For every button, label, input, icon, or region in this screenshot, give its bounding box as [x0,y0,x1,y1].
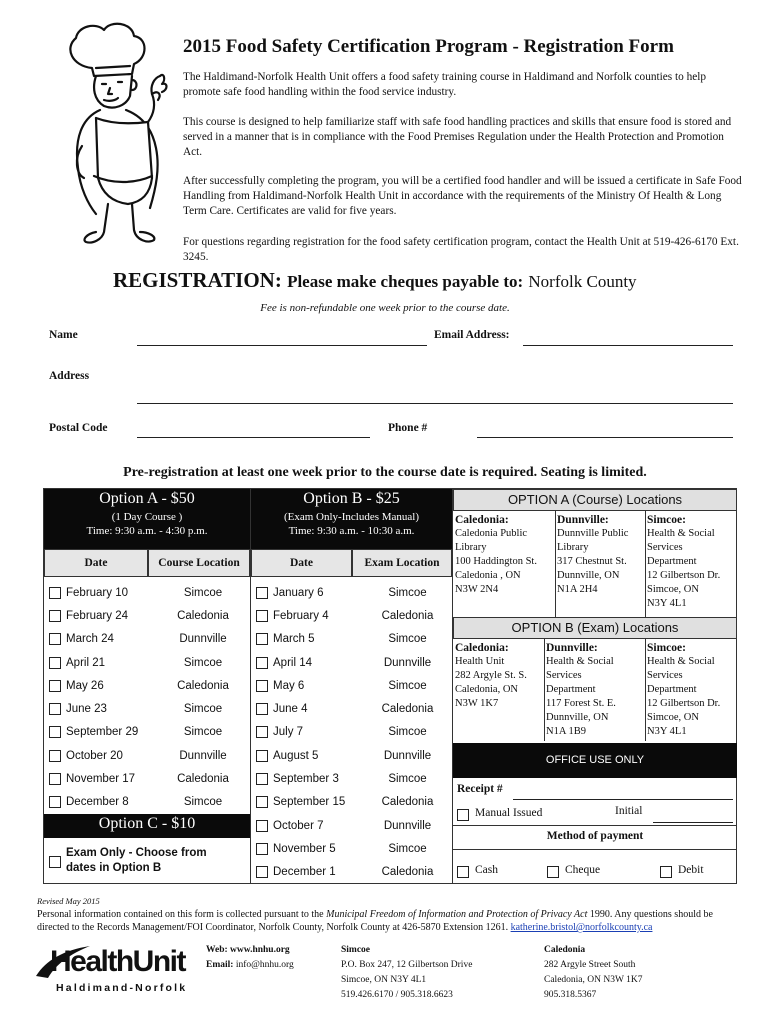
privacy-act: Municipal Freedom of Information and Protection of Privacy Act [326,909,588,920]
intro-paragraph: The Haldimand-Norfolk Health Unit offers a food safety training course in Haldimand and Norfolk counties to help promote safe food handling within the food service industry. [183,71,707,98]
option-a-time: Time: 9:30 a.m. - 4:30 p.m. [86,525,208,537]
location-heading: Dunnville: [557,514,609,526]
option-a-desc: (1 Day Course ) [111,511,183,523]
simcoe-phone: 519.426.6170 / 905.318.6623 [341,990,453,1000]
web-link[interactable]: www.hnhu.org [230,945,290,955]
option-c-desc-line: dates in Option B [66,862,162,874]
name-label: Name [49,329,78,341]
option-b-date-checkbox[interactable] [256,843,268,855]
locations-b-column [455,641,542,711]
chef-illustration [52,18,172,258]
location-line: 117 Forest St. E. [546,698,616,709]
option-b-date-checkbox[interactable] [256,587,268,599]
payee-name: Norfolk County [528,272,637,291]
option-b-location: Simcoe [388,773,427,786]
column-divider [250,489,251,884]
preregistration-note: Pre-registration at least one week prior to the course date is required. Seating is limited. [123,465,647,480]
option-b-location: Dunnville [383,819,432,832]
option-b-date: June 4 [273,703,308,716]
option-a-list [44,581,250,814]
option-b-row [251,814,452,837]
option-b-date: September 15 [273,796,346,809]
option-a-location: Simcoe [183,656,223,669]
cash-label: Cash [475,864,498,876]
location-line: Dunnville, ON [557,570,620,581]
option-b-row [251,604,452,627]
location-line: N3Y 4L1 [647,726,687,737]
option-b-row [251,744,452,767]
manual-issued-checkbox[interactable] [457,809,469,821]
option-b-title: Option B - $25 [303,490,400,507]
location-line: 100 Haddington St. [455,556,537,567]
address-field[interactable] [137,403,733,404]
option-a-row [44,767,250,790]
location-line: N1A 1B9 [546,726,586,737]
caledonia-office-title: Caledonia [544,945,586,955]
locations-a-column [455,513,553,597]
initial-field[interactable] [653,822,733,823]
option-c-checkbox[interactable] [49,856,61,868]
option-a-title: Option A - $50 [99,490,195,507]
option-a-date-checkbox[interactable] [49,610,61,622]
option-a-date: October 20 [66,749,123,762]
office-divider [453,825,737,826]
location-line: Health & Social [647,656,715,667]
option-b-location: Dunnville [383,749,432,762]
simcoe-address: P.O. Box 247, 12 Gilbertson Drive [341,960,473,970]
option-a-row [44,697,250,720]
option-a-date-checkbox[interactable] [49,726,61,738]
revised-date: Revised May 2015 [37,896,100,906]
option-c-desc-line: Exam Only - Choose from [66,847,207,859]
locations-b-title: OPTION B (Exam) Locations [453,617,737,639]
web-line [206,943,294,958]
option-c-title: Option C - $10 [98,815,196,832]
location-heading: Caledonia: [455,642,509,654]
footer-simcoe [341,943,472,1003]
address-label: Address [49,370,90,382]
option-b-location: Dunnville [383,656,432,669]
option-b-location: Caledonia [381,866,434,879]
phone-label: Phone # [388,422,428,434]
privacy-text: 1990. Any questions should be directed to the Records Management/FOI Coordinator, Norfolk County, Norfolk County at 426-5870 Extension 1261. [37,909,713,933]
option-a-location: Dunnville [179,633,227,646]
option-b-date-checkbox[interactable] [256,633,268,645]
logo-wordmark: HealthUnit [50,945,185,978]
option-b-date-checkbox[interactable] [256,703,268,715]
option-b-location: Simcoe [388,726,427,739]
debit-checkbox[interactable] [660,866,672,878]
phone-field[interactable] [477,437,733,438]
option-b-date: May 6 [273,679,305,692]
location-line: N3W 2N4 [455,584,499,595]
option-b-row [251,721,452,744]
location-line: Department [546,684,596,695]
option-b-row [251,628,452,651]
payment-method-label: Method of payment [546,830,644,842]
option-b-date: March 5 [273,633,315,646]
location-line: Dunnville, ON [546,712,609,723]
option-b-row [251,697,452,720]
location-line: Dunnville Public [557,528,629,539]
web-label: Web: [206,945,228,955]
option-b-date: December 1 [273,866,336,879]
location-line: Services [546,670,582,681]
location-line: Caledonia , ON [455,570,521,581]
office-use-header: OFFICE USE ONLY [453,743,737,778]
location-line: Caledonia Public [455,528,528,539]
option-a-date: June 23 [66,703,107,716]
option-a-location: Caledonia [177,609,229,622]
location-line: 12 Gilbertson Dr. [647,698,721,709]
location-line: Health Unit [455,656,505,667]
location-heading: Dunnville: [546,642,598,654]
certificate-paragraph: After successfully completing the program, you will be a certified food handler and will be issued a certificate in Safe Food Handling from Haldimand-Norfolk Health Unit in accordance with the requirements of the Ministry Of Health & Long Term Care. Certificates are valid for five years. [183,175,742,217]
option-a-date-checkbox[interactable] [49,750,61,762]
option-a-row [44,744,250,767]
option-c-row [48,846,248,876]
logo-subtitle: Haldimand-Norfolk [56,982,188,994]
option-b-location: Caledonia [381,609,434,622]
option-a-location: Simcoe [183,796,223,809]
location-divider [645,511,646,617]
location-line: Health & Social [647,528,715,539]
location-line: Services [647,670,683,681]
option-b-row [251,581,452,604]
locations-a-column [557,513,643,597]
course-paragraph: This course is designed to help familiarize staff with safe food handling practices and skills that ensure food is stored and served in a manner that is in compliance with the Food Premises Regulation under the Health Protection and Promotion Act. [183,116,732,158]
option-a-date: February 10 [66,586,129,599]
footer-caledonia [544,943,643,1003]
option-a-location: Caledonia [177,773,229,786]
locations-b-table [453,639,737,741]
option-a-location: Caledonia [177,679,229,692]
option-b-row [251,651,452,674]
footer-contact [206,943,294,973]
option-b-date: July 7 [273,726,304,739]
option-a-date-checkbox[interactable] [49,657,61,669]
location-line: N3W 1K7 [455,698,499,709]
option-a-row [44,674,250,697]
locations-a-column [647,513,735,611]
option-b-row [251,791,452,814]
option-a-date: May 26 [66,679,104,692]
location-line: 317 Chestnut St. [557,556,627,567]
postal-code-label: Postal Code [49,422,108,434]
option-b-date-checkbox[interactable] [256,750,268,762]
option-a-location: Simcoe [183,726,223,739]
email-line [206,958,294,973]
option-a-date: February 24 [66,609,129,622]
location-line: Services [647,542,683,553]
option-b-date-checkbox[interactable] [256,726,268,738]
option-a-row [44,581,250,604]
option-a-date-checkbox[interactable] [49,633,61,645]
contact-paragraph: For questions regarding registration for the food safety certification program, contact the Health Unit at 519-426-6170 Ext. 3245. [183,236,739,263]
location-line: Department [647,684,697,695]
postal-code-field[interactable] [137,437,370,438]
locations-b-column [647,641,735,739]
option-b-date: August 5 [273,749,319,762]
page-title: 2015 Food Safety Certification Program - Registration Form [183,36,674,57]
option-b-location-header: Exam Location [352,549,452,577]
cheque-label: Cheque [565,864,601,876]
option-a-date: November 17 [66,773,136,786]
location-heading: Simcoe: [647,514,686,526]
option-b-date-checkbox[interactable] [256,866,268,878]
option-a-row [44,721,250,744]
caledonia-city: Caledonia, ON N3W 1K7 [544,975,643,985]
name-field[interactable] [137,345,427,346]
option-b-row [251,837,452,860]
option-a-location-header: Course Location [148,549,250,577]
option-b-date: April 14 [273,656,312,669]
debit-label: Debit [678,864,704,876]
location-line: Department [647,556,697,567]
option-a-row [44,604,250,627]
option-b-date: January 6 [273,586,324,599]
initial-label: Initial [615,805,643,817]
option-b-location: Caledonia [381,703,434,716]
option-b-desc: (Exam Only-Includes Manual) [283,511,419,523]
option-b-date: September 3 [273,773,339,786]
option-b-date: February 4 [273,609,329,622]
cash-checkbox[interactable] [457,866,469,878]
option-a-date-header: Date [44,549,148,577]
option-b-time: Time: 9:30 a.m. - 10:30 a.m. [288,525,415,537]
option-a-date-checkbox[interactable] [49,773,61,785]
option-b-date-header: Date [251,549,352,577]
option-b-date-checkbox[interactable] [256,657,268,669]
option-b-date-checkbox[interactable] [256,680,268,692]
option-a-date: March 24 [66,633,114,646]
locations-a-table [453,511,737,617]
location-line: Library [557,542,589,553]
option-b-date-checkbox[interactable] [256,820,268,832]
location-line: Caledonia, ON [455,684,518,695]
location-line: Simcoe, ON [647,584,699,595]
email-link[interactable]: info@hnhu.org [235,960,294,970]
option-a-location: Simcoe [183,703,223,716]
option-b-location: Simcoe [388,842,427,855]
registration-heading [113,268,637,293]
option-a-location: Simcoe [183,586,223,599]
privacy-email-link[interactable]: katherine.bristol@norfolkcounty.ca [510,922,653,933]
option-b-location: Simcoe [388,679,427,692]
location-line: N1A 2H4 [557,584,598,595]
locations-b-column [546,641,643,739]
email-label: Email Address: [434,329,510,341]
caledonia-phone: 905.318.5367 [544,990,597,1000]
option-a-location: Dunnville [179,749,227,762]
option-a-date-checkbox[interactable] [49,796,61,808]
email-label: Email: [206,960,234,970]
simcoe-office-title: Simcoe [341,945,371,955]
registration-label: REGISTRATION: [113,268,282,292]
location-divider [544,639,545,741]
option-a-date: September 29 [66,726,139,739]
option-a-header [44,489,250,549]
option-b-location: Caledonia [381,796,434,809]
fee-note: Fee is non-refundable one week prior to the course date. [260,302,510,314]
location-line: N3Y 4L1 [647,598,687,609]
receipt-label: Receipt # [457,783,503,795]
option-a-date: April 21 [66,656,105,669]
location-heading: Simcoe: [647,642,686,654]
cheque-instruction: Please make cheques payable to: [287,272,524,291]
option-c-header [44,814,250,838]
location-line: Library [455,542,487,553]
option-b-list [251,581,452,884]
option-a-date-checkbox[interactable] [49,587,61,599]
receipt-field[interactable] [513,799,733,800]
option-b-date-checkbox[interactable] [256,773,268,785]
caledonia-address: 282 Argyle Street South [544,960,636,970]
option-b-row [251,861,452,884]
location-divider [645,639,646,741]
manual-issued-label: Manual Issued [475,807,543,819]
option-b-header [251,489,452,549]
option-c-desc [66,846,248,876]
option-b-date-checkbox[interactable] [256,796,268,808]
location-heading: Caledonia: [455,514,509,526]
option-b-date-checkbox[interactable] [256,610,268,622]
cheque-checkbox[interactable] [547,866,559,878]
location-line: Simcoe, ON [647,712,699,723]
health-unit-logo [34,942,204,998]
location-line: Health & Social [546,656,614,667]
option-a-row [44,628,250,651]
location-line: 282 Argyle St. S. [455,670,527,681]
location-line: 12 Gilbertson Dr. [647,570,721,581]
location-divider [555,511,556,617]
option-a-row [44,791,250,814]
option-a-date-checkbox[interactable] [49,680,61,692]
option-a-row [44,651,250,674]
office-divider [453,849,737,850]
option-b-row [251,767,452,790]
option-a-date: December 8 [66,796,129,809]
option-b-location: Simcoe [388,633,427,646]
locations-a-title: OPTION A (Course) Locations [453,489,737,511]
option-b-location: Simcoe [388,586,427,599]
option-b-date: October 7 [273,819,324,832]
option-b-row [251,674,452,697]
option-b-date: November 5 [273,842,336,855]
option-a-date-checkbox[interactable] [49,703,61,715]
simcoe-city: Simcoe, ON N3Y 4L1 [341,975,427,985]
privacy-notice [37,908,737,934]
email-field[interactable] [523,345,733,346]
privacy-text: Personal information contained on this form is collected pursuant to the [37,909,327,920]
